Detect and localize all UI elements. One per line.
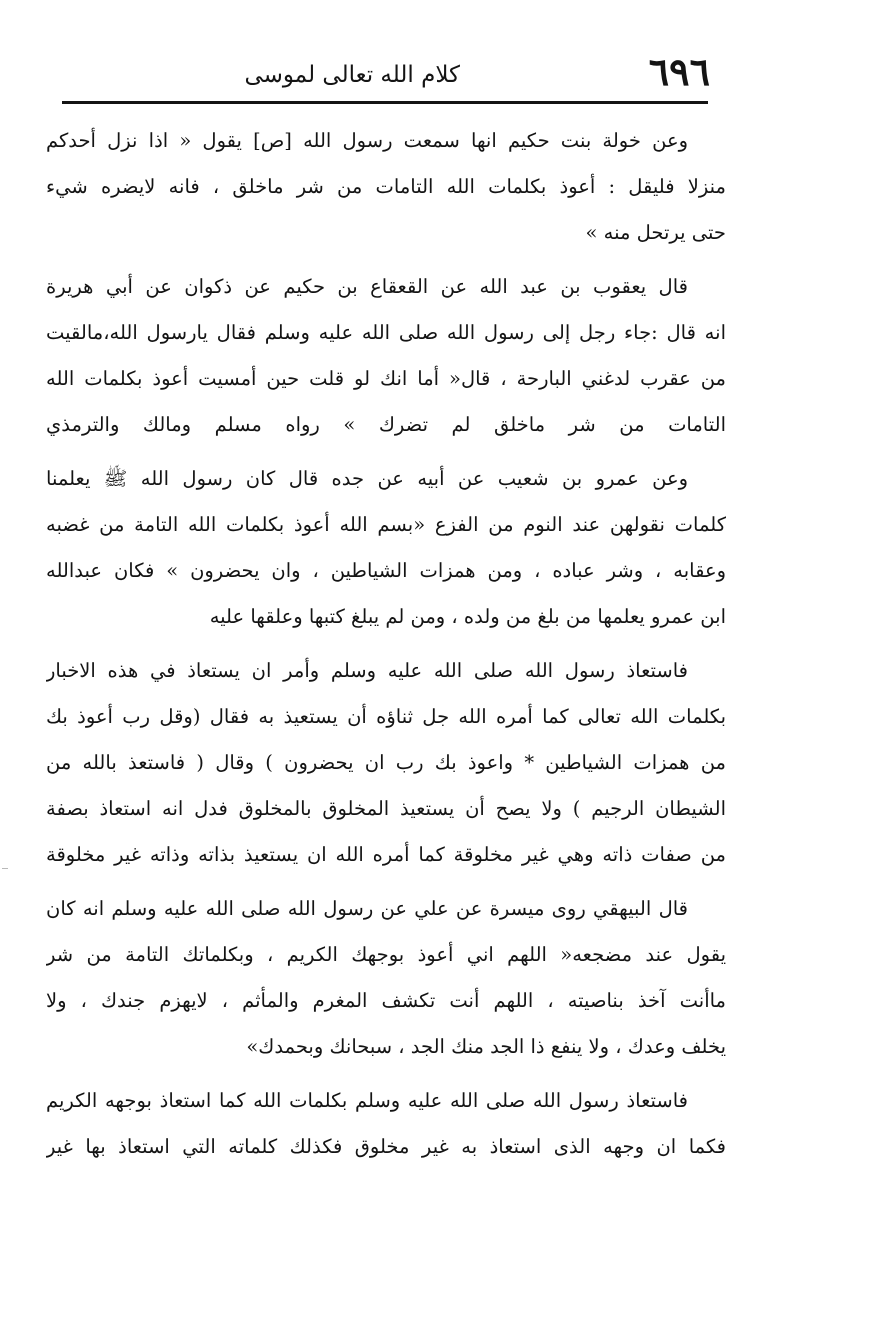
header-rule [62, 101, 708, 104]
text-line: قال البيهقي روى ميسرة عن علي عن رسول الله صلى الله عليه وسلم انه كان [46, 897, 688, 920]
text-line: انه قال :جاء رجل إلى رسول الله صلى الله عليه وسلم فقال يارسول الله،مالقيت [46, 321, 726, 344]
text-line: كلمات نقولهن عند النوم من الفزع «بسم الله أعوذ بكلمات الله التامة من غضبه [46, 513, 726, 536]
paragraph-6 [46, 1078, 726, 1170]
text-line: وعن عمرو بن شعيب عن أبيه عن جده قال كان رسول الله ﷺ يعلمنا [46, 467, 688, 490]
paragraph-2 [46, 264, 726, 448]
text-line: من صفات ذاته وهي غير مخلوقة كما أمره الله ان يستعيذ بذاته وذاته غير مخلوقة [46, 843, 726, 866]
chapter-title: كلام الله تعالى لموسى [244, 62, 460, 88]
text-line: بكلمات الله تعالى كما أمره الله جل ثناؤه أن يستعيذ به فقال (وقل رب أعوذ بك [46, 705, 726, 728]
text-line: فكما ان وجهه الذى استعاذ به غير مخلوق فكذلك كلماته التي استعاذ بها غير [46, 1135, 726, 1158]
page-number: ٦٩٦ [648, 49, 710, 94]
paragraph-4 [46, 648, 726, 878]
text-line: يخلف وعدك ، ولا ينفع ذا الجد منك الجد ، سبحانك وبحمدك» [246, 1035, 726, 1058]
text-line: ماأنت آخذ بناصيته ، اللهم أنت تكشف المغرم والمأثم ، لايهزم جندك ، ولا [46, 989, 726, 1012]
text-line: فاستعاذ رسول الله صلى الله عليه وسلم وأمر ان يستعاذ في هذه الاخبار [46, 659, 688, 682]
text-line: وعقابه ، وشر عباده ، ومن همزات الشياطين ، وان يحضرون » فكان عبدالله [46, 559, 726, 582]
text-line: فاستعاذ رسول الله صلى الله عليه وسلم بكلمات الله كما استعاذ بوجهه الكريم [46, 1089, 688, 1112]
text-line: من همزات الشياطين * واعوذ بك رب ان يحضرون ) وقال ( فاستعذ بالله من [46, 751, 726, 774]
text-line: قال يعقوب بن عبد الله عن القعقاع بن حكيم عن ذكوان عن أبي هريرة [46, 275, 688, 298]
scan-margin-mark [2, 868, 8, 869]
running-header [62, 46, 710, 100]
paragraph-1 [46, 118, 726, 256]
paragraph-3 [46, 456, 726, 640]
text-line: التامات من شر ماخلق لم تضرك » رواه مسلم ومالك والترمذي [46, 413, 726, 436]
text-line: الشيطان الرجيم ) ولا يصح أن يستعيذ المخلوق بالمخلوق فدل انه استعاذ بصفة [46, 797, 726, 820]
text-line: وعن خولة بنت حكيم انها سمعت رسول الله [ص] يقول « اذا نزل أحدكم [46, 129, 688, 152]
text-line: حتى يرتحل منه » [585, 221, 726, 244]
text-line: من عقرب لدغني البارحة ، قال« أما انك لو قلت حين أمسيت أعوذ بكلمات الله [46, 367, 726, 390]
paragraph-5 [46, 886, 726, 1070]
text-line: منزلا فليقل : أعوذ بكلمات الله التامات من شر ماخلق ، فانه لايضره شيء [46, 175, 726, 198]
body-text [46, 118, 726, 1170]
text-line: يقول عند مضجعه« اللهم اني أعوذ بوجهك الكريم ، وبكلماتك التامة من شر [46, 943, 726, 966]
text-line: ابن عمرو يعلمها من بلغ من ولده ، ومن لم يبلغ كتبها وعلقها عليه [209, 605, 726, 628]
